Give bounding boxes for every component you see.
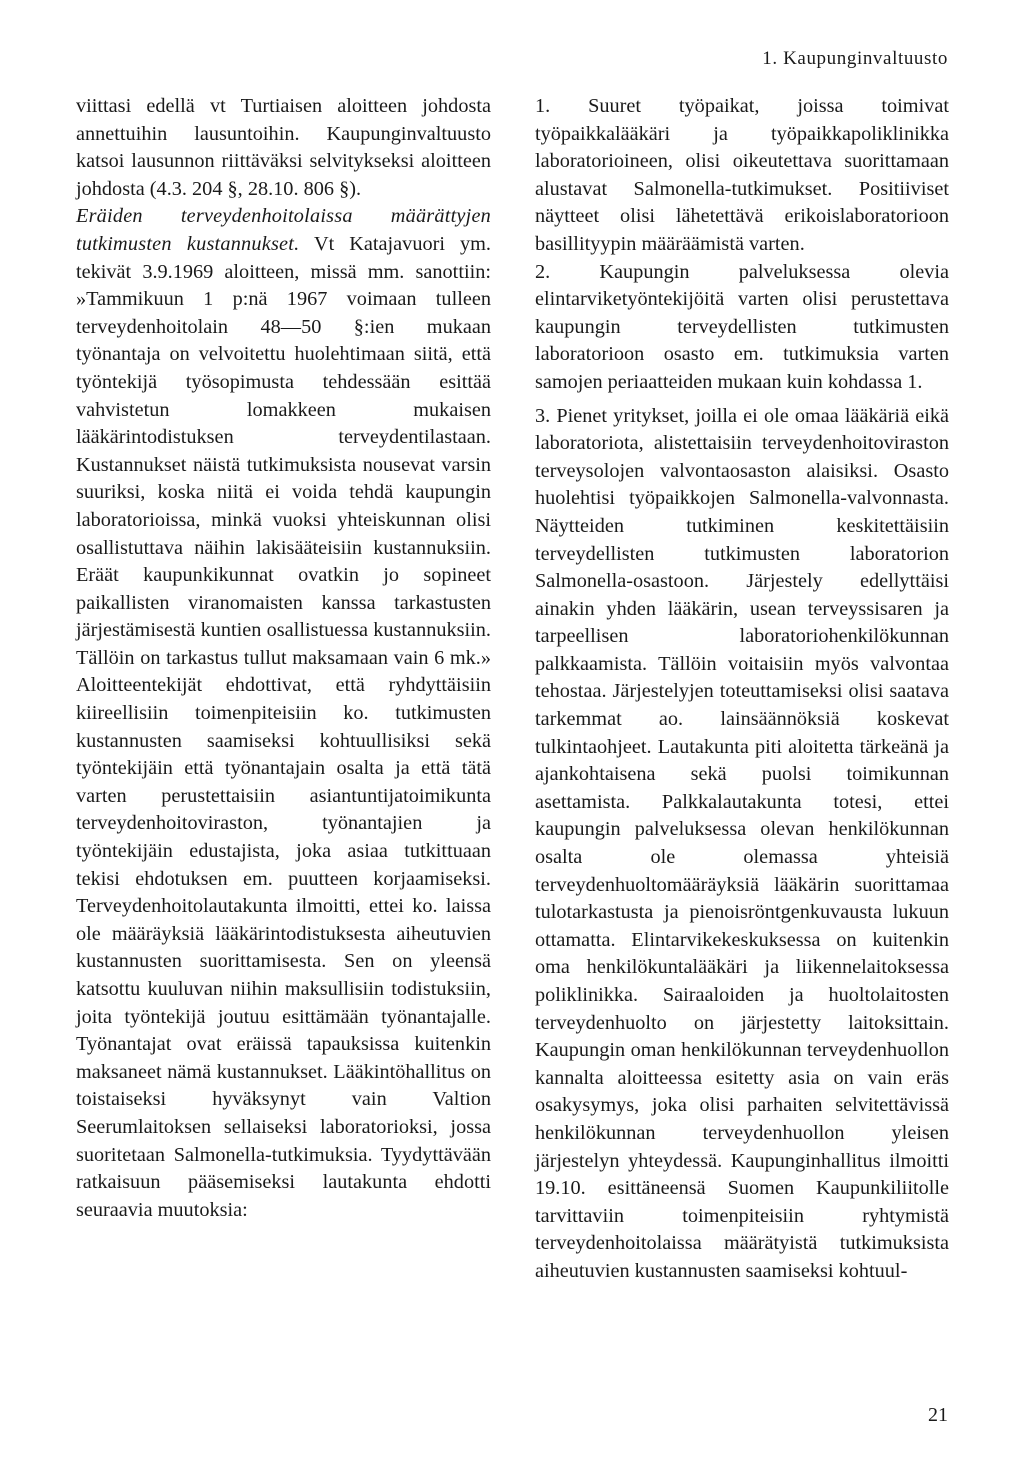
list-item-3: 3. Pienet yritykset, joilla ei ole omaa lääkäriä eikä laboratoriota, alistettaisiin terveydenhoitoviraston terveysolojen valvontaosaston alaisiksi. Osasto huolehtisi työpaikkojen Salmonella-valvonnasta. Näytteiden tutkiminen keskitettäisiin terveydellisten tutkimusten laboratorion Salmonella-osastoon. Järjestely edellyttäisi ainakin yhden lääkärin, usean terveyssisaren ja tarpeellisen laboratoriohenkilökunnan palkkaamista. Tällöin voitaisiin myös valvontaa tehostaa. Järjestelyjen toteuttamiseksi olisi saatava tarkemmat ao. lainsäännöksiä koskevat tulkintaohjeet. Lautakunta piti aloitetta tärkeänä ja ajankohtaisena sekä puolsi toimikunnan asettamista. Palkkalautakunta totesi, ettei kaupungin palveluksessa olevan henkilökunnan osalta ole olemassa yhteisiä terveydenhuoltomääräyksiä lääkärin suorittamaa tulotarkastusta ja pienoisröntgenkuvausta lukuun ottamatta. Elintarvikekeskuksessa on kuitenkin oma henkilökuntalääkäri ja liikennelaitoksessa poliklinikka. Sairaaloiden ja huoltolaitosten terveydenhuolto on järjestetty laitoksittain. Kaupungin oman henkilökunnan terveydenhuollon kannalta aloitteessa esitetty asia on vain eräs osakysymys, joka olisi parhaiten selvitettävissä henkilökunnan terveydenhuollon yleisen järjestelyn yhteydessä. Kaupunginhallitus ilmoitti 19.10. esittäneensä Suomen Kaupunkiliitolle tarvittaviin toimenpiteisiin ryhtymistä terveydenhoitolaissa määrätyistä tutkimuksista aiheutuvien kustannusten saamiseksi kohtuul- [535,404,949,1282]
section-heading: Eräiden terveydenhoitolaissa määrättyjen tutkimusten kustannukset. [76,205,491,255]
list-item-2: 2. Kaupungin palveluksessa olevia elintarviketyöntekijöitä varten olisi perustettava kaupungin terveydellisten tutkimusten laboratorioon osasto em. tutkimuksia varten samojen periaatteiden mukaan kuin kohdassa 1. [535,260,949,393]
section-body: Vt Katajavuori ym. tekivät 3.9.1969 aloitteen, missä mm. sanottiin: »Tammikuun 1 p:nä 1967 voimaan tulleen terveydenhoitolain 48—50 §:ien mukaan työnantaja on velvoitettu huolehtimaan siitä, että työntekijä työsopimusta tehdessään esittää vahvistetun lomakkeen mukaisen lääkärintodistuksen terveydentilastaan. Kustannukset näistä tutkimuksista nousevat varsin suuriksi, koska niitä ei voida tehdä kaupungin laboratorioissa, minkä vuoksi yhteiskunnan olisi osallistuttava näihin lakisääteisiin kustannuksiin. Eräät kaupunkikunnat ovatkin jo sopineet paikallisten viranomaisten kanssa tarkastusten järjestämisestä kuntien osallistuessa kustannuksiin. Tällöin on tarkastus tullut maksamaan vain 6 mk.» Aloitteentekijät ehdottivat, että ryhdyttäisiin kiireellisiin toimenpiteisiin ko. tutkimusten kustannusten saamiseksi kohtuullisiksi sekä työntekijäin että työnantajain osalta ja että tätä varten perustettaisiin asiantuntijatoimikunta terveydenhoitoviraston, työnantajien ja työntekijäin edustajista, joka asiaa tutkittuaan tekisi ehdotuksen em. puutteen korjaamiseksi. Terveydenhoitolautakunta ilmoitti, ettei ko. laissa ole määräyksiä lääkärintodistuksesta aiheutuvien kustannusten suorittamisesta. Sen on yleensä katsottu kuuluvan niihin maksullisiin todistuksiin, joita työntekijä joutuu esittämään työnantajalle. Työnantajat ovat eräissä tapauksissa kuitenkin maksaneet nämä kustannukset. Lääkintöhallitus on toistaiseksi hyväksynyt vain Valtion Seerumlaitoksen sellaiseksi laboratorioksi, jossa suoritetaan Salmonella-tutkimuksia. Tyydyttävään ratkaisuun pääsemiseksi lautakunta ehdotti seuraavia muutoksia: [76,232,491,1221]
left-column [76,93,491,1224]
section-paragraph [76,203,491,1224]
right-column [535,93,949,1286]
list-item-1: 1. Suuret työpaikat, joissa toimivat työpaikkalääkäri ja työpaikkapoliklinikka laboratorioineen, olisi oikeutettava suorittamaan alustavat Salmonella-tutkimukset. Positiiviset näytteet olisi lähetettävä erikoislaboratorioon basillityypin määräämistä varten. [535,95,949,255]
intro-text: viittasi edellä vt Turtiaisen aloitteen johdosta annettuihin lausuntoihin. Kaupunginvaltuusto katsoi lausunnon riittäväksi selvitykseksi aloitteen johdosta (4.3. 204 §, 28.10. 806 §). [76,95,491,200]
running-head: 1. Kaupunginvaltuusto [762,48,948,69]
page-number: 21 [928,1404,948,1426]
intro-paragraph [76,93,491,203]
